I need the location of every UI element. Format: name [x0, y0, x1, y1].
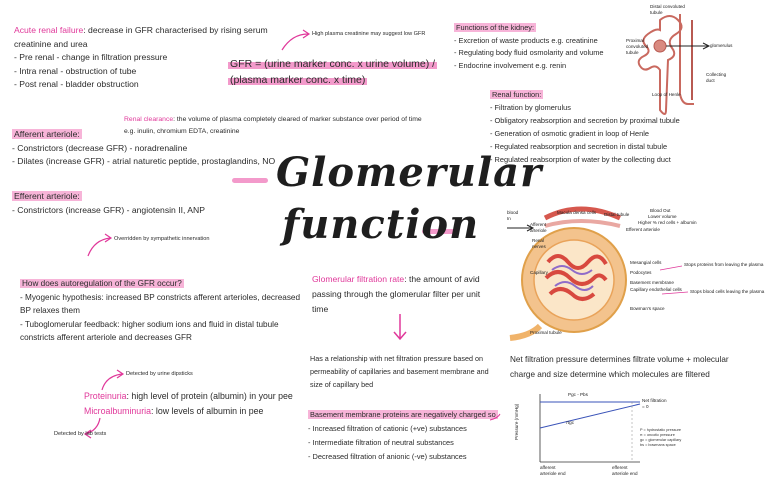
list-item: - Regulated reabsorption and secretion in distal tubule: [490, 142, 668, 151]
label-distal-convoluted-tubule: Distal convoluted tubule: [650, 4, 685, 15]
list-item: BP relaxes them: [20, 306, 80, 315]
gfr-formula-line1: GFR = (urine marker conc. x urine volume) /: [230, 58, 436, 70]
autoregulation-block: [20, 277, 300, 345]
microalbuminuria-text: : low levels of albumin in pee: [150, 406, 264, 416]
list-item: - Constrictors (increase GFR) - angiotensin II, ANP: [12, 204, 205, 215]
list-item: - Excretion of waste products e.g. creatinine: [454, 35, 598, 45]
microalbuminuria-term: Microalbuminuria: [84, 406, 151, 416]
list-item: - Decreased filtration of anionic (-ve) substances: [308, 452, 467, 461]
list-item: - Intra renal - obstruction of tube: [14, 65, 137, 76]
acute-renal-failure-heading: Acute renal failure: [14, 25, 84, 35]
label-podocytes: Podocytes: [630, 270, 652, 275]
renal-clearance-heading: Renal clearance: [124, 116, 174, 123]
renal-clearance-examples: e.g. inulin, chromium EDTA, creatinine: [124, 128, 240, 135]
list-item: - Intermediate filtration of neutral substances: [308, 438, 454, 447]
page-title-line1: Glomerular: [276, 149, 543, 196]
label-bowmans-space: Bowman's space: [630, 306, 665, 311]
label-proximal-convoluted-tubule: Proximal convoluted tubule: [626, 38, 649, 55]
list-item: constricts afferent arteriole and decreases GFR: [20, 333, 192, 342]
chart-xlabel-afferent: afferent arteriole end: [540, 465, 566, 476]
label-renal-nerves: Renal nerves: [532, 238, 546, 249]
label-basement-membrane: Basement membrane: [630, 280, 674, 285]
legend-item: gc = glomerular capillary: [640, 438, 682, 442]
efferent-heading: Efferent arteriole:: [14, 191, 80, 201]
net-relation-line: permeability of capillaries and basement membrane and: [310, 367, 489, 376]
chart-xlabel-efferent: efferent arteriole end: [612, 465, 638, 476]
label-blood-out: Blood Out: [650, 208, 671, 213]
efferent-block: [12, 190, 205, 217]
net-relation-line: size of capillary bed: [310, 380, 374, 389]
gfr-rate-term: Glomerular filtration rate: [312, 274, 405, 284]
gfr-rate-block: [312, 272, 480, 317]
legend-item: P = hydrostatic pressure: [640, 428, 681, 432]
net-relation-line: Has a relationship with net filtration pressure based on: [310, 354, 483, 363]
list-item: - Filtration by glomerulus: [490, 103, 571, 112]
proteinuria-text: : high level of protein (albumin) in your pee: [126, 391, 293, 401]
label-efferent-arteriole: Efferent arteriole: [626, 227, 660, 232]
urine-note: Detected by urine dipsticks: [126, 371, 193, 377]
legend-item: π = oncotic pressure: [640, 433, 675, 437]
list-item: - Post renal - bladder obstruction: [14, 79, 139, 89]
list-item: - Pre renal - change in filtration pressure: [14, 52, 168, 62]
label-capillary: Capillary: [530, 270, 548, 275]
kidney-functions-block: [454, 22, 604, 72]
label-macula-densa: Macula densa cells: [557, 210, 597, 215]
acute-renal-failure-definition: : decrease in GFR characterised by rising serum: [83, 25, 268, 35]
gfr-formula: [228, 56, 437, 88]
list-item: - Obligatory reabsorption and secretion by proximal tubule: [490, 116, 680, 125]
note-stops-proteins: Stops proteins from leaving the plasma: [684, 262, 764, 267]
chart-legend: [640, 428, 681, 448]
label-glomerulus: glomerulus: [710, 43, 733, 48]
autoregulation-heading: How does autoregulation of the GFR occur?: [22, 279, 182, 288]
list-item: - Increased filtration of cationic (+ve) substances: [308, 424, 467, 433]
afferent-block: [12, 128, 275, 169]
list-item: - Regulating body fluid osmolarity and volume: [454, 48, 604, 57]
list-item: - Generation of osmotic gradient in loop of Henle: [490, 129, 649, 138]
label-collecting-duct: Collecting duct: [706, 72, 727, 83]
net-filtration-line: Net filtration pressure determines filtrate volume + molecular: [510, 355, 729, 364]
chart-curve-label: πgc: [566, 420, 575, 425]
net-filtration-line: charge and size determine which molecules are filtered: [510, 370, 710, 379]
basement-heading: Basement membrane proteins are negatively charged so: [310, 410, 496, 419]
page-title-line2: function: [282, 201, 480, 248]
gfr-rate-text: : the amount of avid: [404, 274, 480, 284]
gfr-note: High plasma creatinine may suggest low GFR: [312, 31, 426, 37]
label-higher-red-cells: Higher % red cells + albumin: [638, 220, 697, 225]
list-item: - Endocrine involvement e.g. renin: [454, 60, 567, 70]
list-item: - Myogenic hypothesis: increased BP constricts afferent arterioles, decreased: [20, 292, 301, 302]
list-item: - Regulated reabsorption of water by the collecting duct: [490, 155, 671, 164]
basement-block: [308, 408, 498, 464]
title-dash-left: [232, 178, 268, 183]
label-distal-tubule: Distal tubule: [604, 212, 630, 217]
renal-function-block: [490, 88, 680, 166]
net-relation-block: [310, 352, 489, 391]
arrow-icon: [282, 34, 308, 50]
pressure-chart: [540, 394, 640, 462]
chart-net-label: Net filtration = 0: [642, 398, 667, 409]
gfr-rate-line: time: [312, 304, 329, 314]
renal-clearance-text: : the volume of plasma completely cleared of marker substance over period of time: [173, 116, 422, 123]
note-stops-blood-cells: Stops blood cells leaving the plasma: [690, 289, 765, 294]
list-item: - Dilates (increase GFR) - atrial naturetic peptide, prostaglandins, NO: [12, 156, 276, 166]
label-lower-volume: Lower volume: [648, 214, 677, 219]
label-capillary-endothelial: Capillary endothelial cells: [630, 287, 682, 292]
kidney-functions-heading: Functions of the kidney:: [456, 23, 535, 32]
label-loop-of-henle: Loop of Henle: [652, 92, 681, 97]
list-item: - Constrictors (decrease GFR) - noradrenaline: [12, 142, 188, 153]
gfr-formula-line2: (plasma marker conc. x time): [230, 74, 366, 86]
list-item: - Tuboglomerular feedback: higher sodium ions and fluid in distal tubule: [20, 319, 279, 329]
chart-ylabel: Pressure (mmHg): [514, 403, 519, 440]
lab-note: Detected by lab tests: [54, 431, 107, 437]
label-proximal-tubule: Proximal tubule: [530, 330, 562, 335]
label-afferent-arteriole: Afferent arteriole: [530, 222, 547, 233]
afferent-heading: Afferent arteriole:: [14, 129, 80, 139]
gfr-rate-line: passing through the glomerular filter per unit: [312, 289, 481, 299]
renal-function-heading: Renal function:: [492, 90, 542, 99]
chart-top-label: Pgc - Pbs: [568, 392, 588, 397]
sympathetic-note: Overridden by sympathetic innervation: [114, 236, 210, 242]
proteinuria-block: [84, 389, 293, 419]
net-filtration-block: [510, 352, 729, 382]
acute-renal-failure-definition2: creatinine and urea: [14, 38, 88, 49]
legend-item: bs = bowmans space: [640, 443, 676, 447]
label-blood-in: blood In: [507, 210, 519, 221]
label-mesangial-cells: Mesangial cells: [630, 260, 662, 265]
proteinuria-term: Proteinuria: [84, 391, 127, 401]
